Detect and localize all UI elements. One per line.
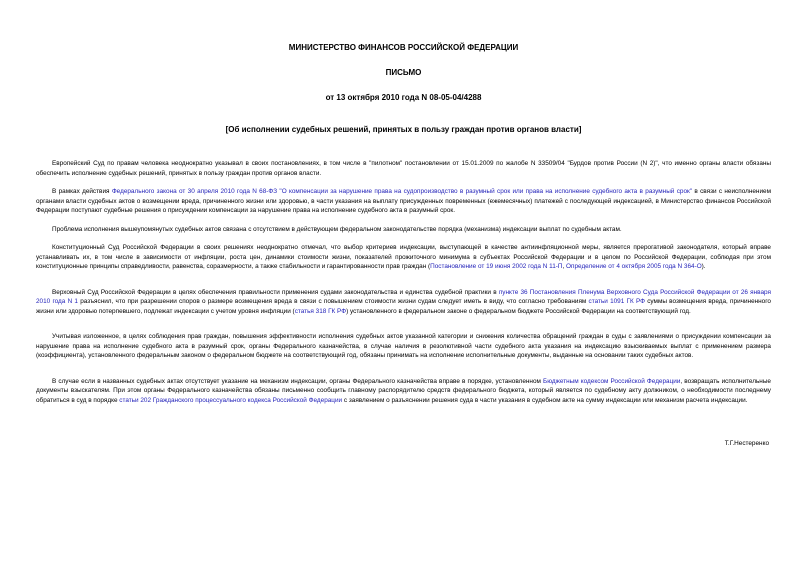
paragraph-text: Проблема исполнения вышеупомянутых судебных актов связана с отсутствием в действующем федеральном законодательстве порядка (механизма) индексации выплат по судебным актам. xyxy=(52,225,622,233)
paragraph-text: Конституционный Суд Российской Федерации в своих решениях неоднократно отмечал, что выбор критериев индексации, выступающей в качестве антиинфляционной меры, является прерогативой законодателя, который вправе устанавливать их, в том числе в зависимости от инфляции, роста цен, динамики стоимости жизни, показателей прожиточного минимума в субъектах Российской Федерации и в целом по Российской Федерации, соблюдая при этом конституционные принципы справедливости, равенства, соразмерности, а также стабильности и гарантированности прав граждан ( xyxy=(36,244,771,270)
paragraph-text: , xyxy=(562,263,567,270)
document-type-heading: ПИСЬМО xyxy=(385,68,422,77)
link-resolution-11p[interactable]: Постановление от 19 июня 2002 года N 11-П xyxy=(430,263,563,270)
ministry-heading: МИНИСТЕРСТВО ФИНАНСОВ РОССИЙСКОЙ ФЕДЕРАЦИИ xyxy=(288,43,519,52)
signature: Т.Г.Нестеренко xyxy=(724,440,769,447)
paragraph-text: , возвращать исполнительные документы взыскателям. При этом органы Федерального казначейства обязаны письменно сообщить главному распорядителю средств федерального бюджета, который является по судебному акту должником, о необходимости последнему обратиться в суд в порядке xyxy=(36,377,771,404)
paragraph-text: суммы возмещения вреда, причиненного жизни или здоровью потерпевшего, подлежат индексации с учетом уровня инфляции ( xyxy=(36,298,771,315)
subject-heading: [Об исполнении судебных решений, принятых в пользу граждан против органов власти] xyxy=(225,125,582,134)
paragraph-constitutional-court xyxy=(36,243,771,272)
paragraph-indexation-mechanism xyxy=(36,377,771,406)
paragraph-text: В рамках действия xyxy=(52,188,112,195)
paragraph-text: ). xyxy=(701,263,706,270)
paragraph-text: Учитывая изложенное, в целях соблюдения прав граждан, повышения эффективности исполнения судебных актов указанной категории и снижения количества обращений граждан в суды с заявлениями о присуждении компенсации за нарушение права на исполнение судебного акта в разумный срок, органы Федерального казначейства, в случае наличия в резолютивной части судебного акта указания на индексацию взыскиваемых выплат с применением размера (коэффициента), установленного федеральным законом о федеральном бюджете на соответствующий год, обязаны принимать на исполнение исполнительные документы, выданные на основании таких судебных актов. xyxy=(36,333,771,359)
link-ruling-364o[interactable]: Определение от 4 октября 2005 года N 364-О xyxy=(566,263,702,270)
paragraph-echr xyxy=(36,159,771,178)
paragraph-text: Европейский Суд по правам человека неоднократно указывал в своих постановлениях, в том числе в "пилотном" постановлении от 15.01.2009 по жалобе N 33509/04 "Бурдов против России (N 2)", что именно органы власти обязаны обеспечить исполнение судебных решений, принятых в пользу граждан против органов власти. xyxy=(36,160,771,177)
link-article-202-gpk[interactable]: статьи 202 Гражданского процессуального кодекса Российской Федерации xyxy=(119,396,343,404)
paragraph-text: с заявлением о разъяснении решения суда в части указания в судебном акте на сумму индексации или механизм расчета индексации. xyxy=(342,396,748,404)
paragraph-text: ) установленного в федеральном законе о федеральном бюджете Российской Федерации на соответствующий год. xyxy=(346,307,691,315)
link-federal-law-68fz[interactable]: Федерального закона от 30 апреля 2010 года N 68-ФЗ "О компенсации за нарушение права на судопроизводство в разумный срок или права на исполнение судебного акта в разумный срок" xyxy=(111,188,693,195)
paragraph-problem xyxy=(36,225,771,235)
paragraph-text: в связи с неисполнением органами власти судебных актов о возмещении вреда, причиненного жизни или здоровью, в части указания на выплату присужденных повременных (ежемесячных) платежей с последующей индексацией, в Министерство финансов Российской Федерации поступают судебные решения о присуждении компенсации за нарушение права на исполнение судебного акта в разумный срок. xyxy=(36,188,771,214)
link-article-1091[interactable]: статьи 1091 ГК РФ xyxy=(588,298,645,305)
paragraph-supreme-court xyxy=(36,288,771,317)
paragraph-text: В случае если в названных судебных актах отсутствует указание на механизм индексации, органы Федерального казначейства вправе в порядке, установленном xyxy=(52,377,544,385)
paragraph-considering xyxy=(36,332,771,361)
link-plenum-resolution[interactable]: пункте 36 Постановления Пленума Верховного Суда Российской Федерации от 26 января 2010 года N 1 xyxy=(36,288,771,305)
link-article-318[interactable]: статья 318 ГК РФ xyxy=(294,307,347,315)
date-number-heading: от 13 октября 2010 года N 08-05-04/4288 xyxy=(325,93,482,102)
link-budget-code[interactable]: Бюджетным кодексом Российской Федерации xyxy=(543,377,681,385)
paragraph-text: разъяснил, что при разрешении споров о размере возмещения вреда в связи с повышением стоимости жизни судам следует иметь в виду, что согласно требованиям xyxy=(78,298,589,305)
paragraph-text: Верховный Суд Российской Федерации в целях обеспечения правильности применения судами законодательства и единства судебной практики в xyxy=(52,288,499,296)
paragraph-federal-law xyxy=(36,187,771,216)
document-page xyxy=(36,42,771,448)
